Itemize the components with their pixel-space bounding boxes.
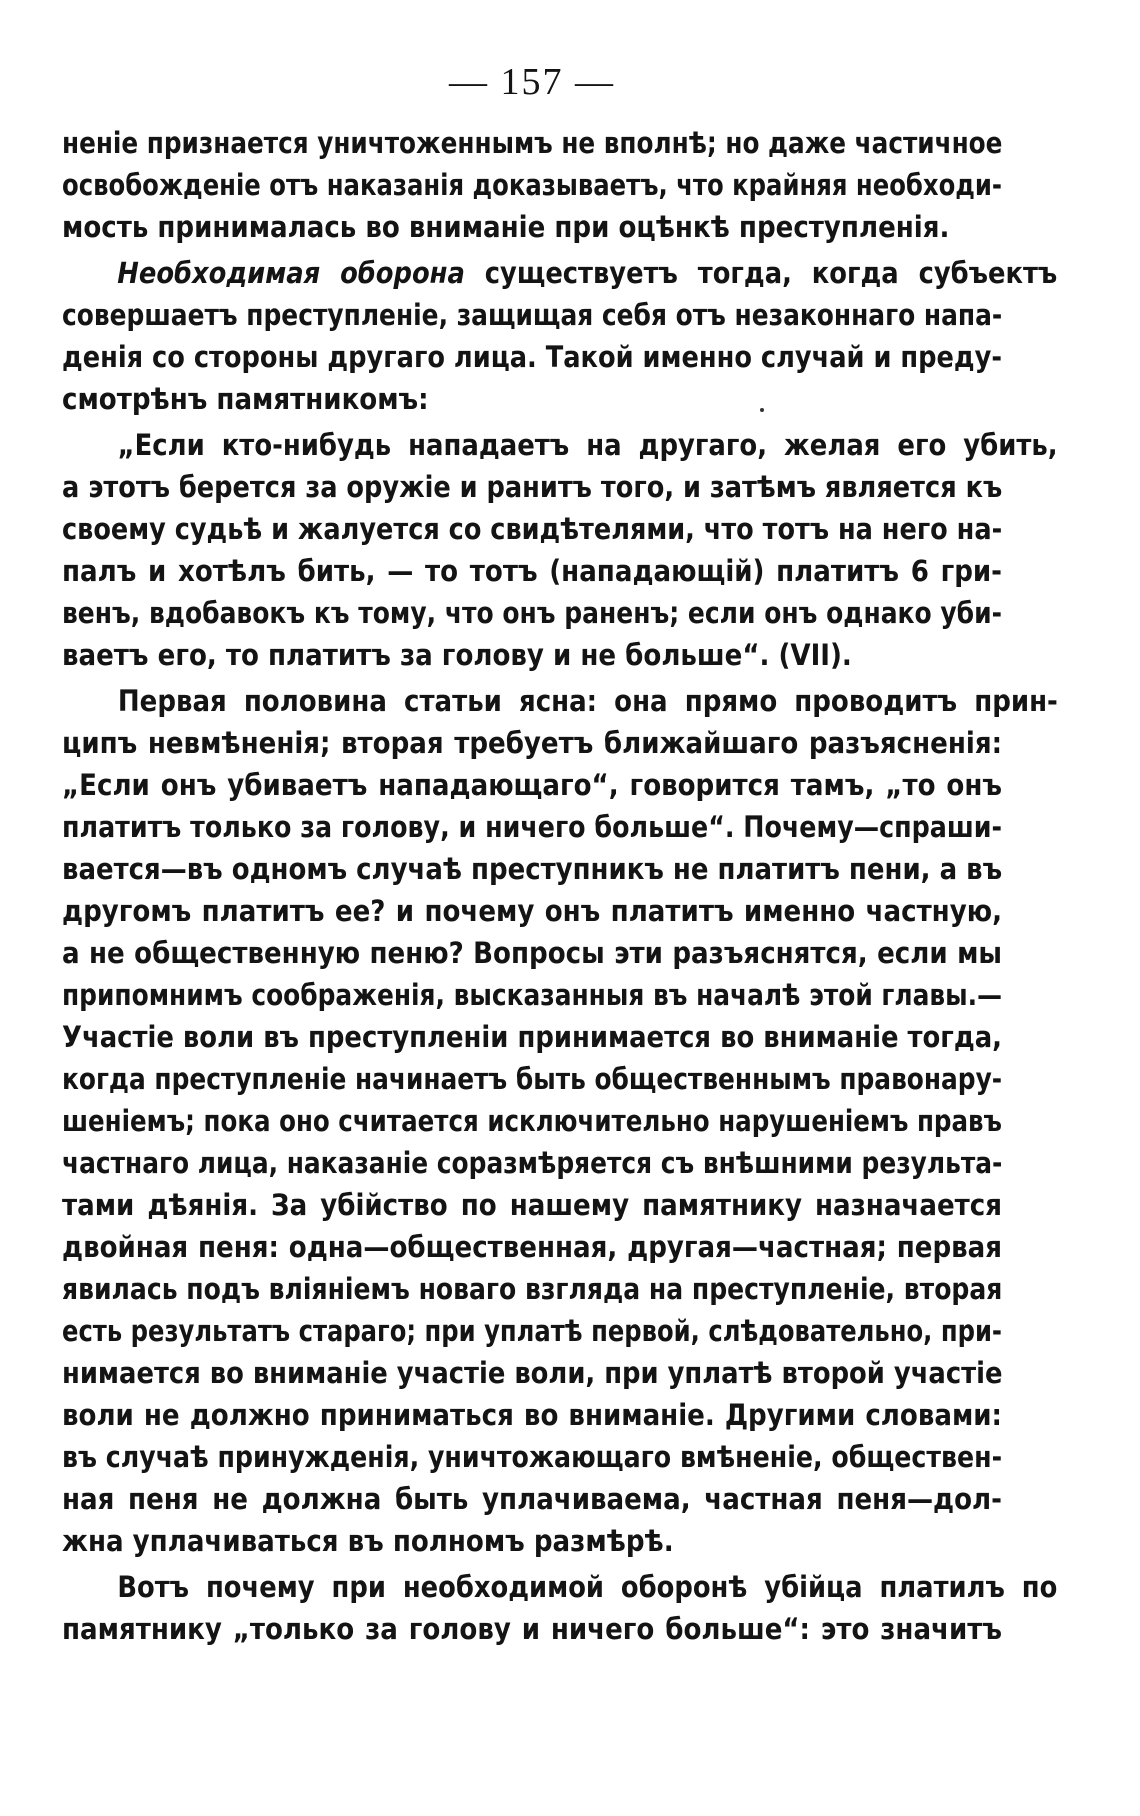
text-line: освобожденіе отъ наказанія доказываетъ, что крайняя необходи-	[62, 168, 1003, 202]
ink-speck	[760, 408, 764, 412]
text-line	[62, 252, 1057, 294]
text-line: частнаго лица, наказаніе соразмѣряется съ внѣшними результа-	[62, 1146, 1003, 1180]
text-line: вается—въ одномъ случаѣ преступникъ не платитъ пени, а въ	[62, 852, 1003, 886]
text-line: жна уплачиваться въ полномъ размѣрѣ.	[62, 1524, 674, 1558]
text-line: нимается во вниманіе участіе воли, при уплатѣ второй участіе	[62, 1356, 1003, 1390]
text-line: другомъ платитъ ее? и почему онъ платитъ именно частную,	[62, 894, 1002, 928]
text-line: Участіе воли въ преступленіи принимается во вниманіе тогда,	[62, 1020, 1002, 1054]
paragraph-3-quote	[62, 424, 1058, 676]
text-line: платитъ только за голову, и ничего больше“. Почему—спраши-	[62, 810, 1002, 844]
emphasis-term: Необходимая оборона	[117, 256, 465, 290]
text-line: совершаетъ преступленіе, защищая себя отъ незаконнаго напа-	[62, 298, 1003, 332]
text-line: припомнимъ соображенія, высказанныя въ началѣ этой главы.—	[62, 978, 1002, 1012]
paragraph-1	[62, 122, 1002, 248]
text-line: шеніемъ; пока оно считается исключительно нарушеніемъ правъ	[62, 1104, 1002, 1138]
text-line: Первая половина статьи ясна: она прямо проводитъ прин-	[117, 684, 1058, 718]
paragraph-4	[62, 680, 1058, 1562]
page-number: — 157 —	[449, 61, 615, 103]
text-line: Вотъ почему при необходимой оборонѣ убійца платилъ по	[117, 1570, 1058, 1604]
text-line: ципъ невмѣненія; вторая требуетъ ближайшаго разъясненія:	[62, 726, 1002, 760]
text-line: воли не должно приниматься во вниманіе. Другими словами:	[62, 1398, 1002, 1432]
text-line: денія со стороны другаго лица. Такой именно случай и преду-	[62, 340, 1002, 374]
text-line: „Если кто-нибудь нападаетъ на другаго, желая его убить,	[117, 428, 1058, 462]
text-line-rest: существуетъ тогда, когда субъектъ	[484, 256, 1058, 290]
text-line: а не общественную пеню? Вопросы эти разъяснятся, если мы	[62, 936, 1002, 970]
text-line: двойная пеня: одна—общественная, другая—частная; первая	[62, 1230, 1002, 1264]
text-line: въ случаѣ принужденія, уничтожающаго вмѣненіе, обществен-	[62, 1440, 1003, 1474]
text-line: когда преступленіе начинаетъ быть общественнымъ правонару-	[62, 1062, 1003, 1096]
text-line: смотрѣнъ памятникомъ:	[62, 382, 429, 416]
text-line: есть результатъ стараго; при уплатѣ первой, слѣдовательно, при-	[62, 1314, 1002, 1348]
text-line: мость принималась во вниманіе при оцѣнкѣ преступленія.	[62, 210, 950, 244]
text-line: ваетъ его, то платитъ за голову и не больше“. (VII).	[62, 638, 852, 672]
paragraph-5	[62, 1566, 1058, 1650]
text-line: венъ, вдобавокъ къ тому, что онъ раненъ; если онъ однако уби-	[62, 596, 1002, 630]
text-line: палъ и хотѣлъ бить, — то тотъ (нападающій) платитъ 6 гри-	[62, 554, 1002, 588]
text-line: памятнику „только за голову и ничего больше“: это значитъ	[62, 1612, 1002, 1646]
text-line: „Если онъ убиваетъ нападающаго“, говорится тамъ, „то онъ	[62, 768, 1002, 802]
text-line: тами дѣянія. За убійство по нашему памятнику назначается	[62, 1188, 1002, 1222]
text-line: а этотъ берется за оружіе и ранитъ того, и затѣмъ является къ	[62, 470, 1003, 504]
book-page	[62, 60, 1058, 1650]
text-line: своему судьѣ и жалуется со свидѣтелями, что тотъ на него на-	[62, 512, 1003, 546]
paragraph-2	[62, 252, 1058, 420]
text-line: ная пеня не должна быть уплачиваема, частная пеня—дол-	[62, 1482, 1002, 1516]
text-line: неніе признается уничтоженнымъ не вполнѣ; но даже частичное	[62, 126, 1003, 160]
text-line: явилась подъ вліяніемъ новаго взгляда на преступленіе, вторая	[62, 1272, 1003, 1306]
